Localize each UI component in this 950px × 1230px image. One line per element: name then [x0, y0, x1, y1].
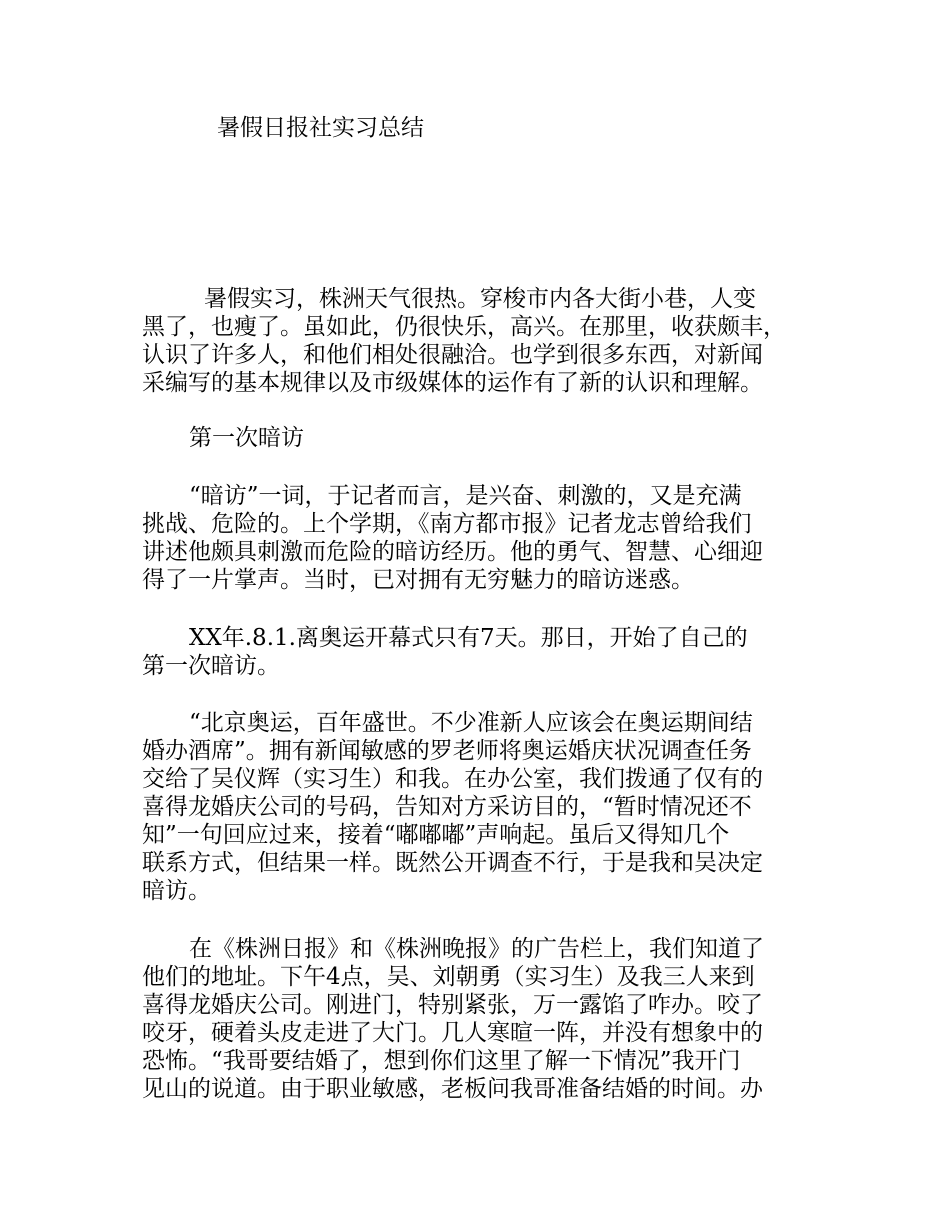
paragraph-line: “暗访”一词，于记者而言，是兴奋、刺激的，又是充满	[189, 483, 742, 509]
paragraph-line: 挑战、危险的。上个学期，《南方都市报》记者龙志曾给我们	[142, 511, 752, 537]
paragraph-line: 他们的地址。下午4点，吴、刘朝勇（实习生）及我三人来到	[142, 964, 755, 990]
paragraph-line: 喜得龙婚庆公司。刚进门，特别紧张，万一露馅了咋办。咬了	[142, 992, 763, 1018]
paragraph-intro	[142, 285, 822, 397]
paragraph-line: 在《株洲日报》和《株洲晚报》的广告栏上，我们知道了	[189, 936, 764, 962]
paragraph-line: 认识了许多人，和他们相处很融洽。也学到很多东西，对新闻	[142, 342, 763, 368]
paragraph-line: 咬牙，硬着头皮走进了大门。几人寒暄一阵，并没有想象中的	[142, 1020, 763, 1046]
document-title: 暑假日报社实习总结	[217, 115, 424, 141]
paragraph-line: 讲述他颇具刺激而危险的暗访经历。他的勇气、智慧、心细迎	[142, 539, 763, 565]
paragraph-line: 暑假实习，株洲天气很热。穿梭市内各大街小巷，人变	[204, 286, 756, 312]
paragraph-line: 得了一片掌声。当时，已对拥有无穷魅力的暗访迷惑。	[142, 567, 694, 593]
paragraph-line: 喜得龙婚庆公司的号码，告知对方采访目的，“暂时情况还不	[142, 794, 752, 820]
paragraph-visit	[142, 935, 822, 1103]
paragraph-date	[142, 624, 822, 680]
paragraph-line: 交给了吴仪辉（实习生）和我。在办公室，我们拨通了仅有的	[142, 766, 763, 792]
paragraph-line: 知”一句回应过来，接着“嘟嘟嘟”声响起。虽后又得知几个	[142, 822, 730, 848]
paragraph-line: XX年.8.1.离奥运开幕式只有7天。那日，开始了自己的	[189, 625, 748, 651]
paragraph-line: “北京奥运，百年盛世。不少准新人应该会在奥运期间结	[189, 710, 753, 736]
paragraph-line: 恐怖。“我哥要结婚了，想到你们这里了解一下情况”我开门	[142, 1048, 741, 1074]
paragraph-line: 联系方式，但结果一样。既然公开调查不行，于是我和吴决定	[142, 850, 763, 876]
paragraph-olympics	[142, 709, 822, 905]
paragraph-anfang	[142, 482, 822, 594]
section-heading	[142, 424, 822, 452]
section-heading-text: 第一次暗访	[189, 425, 304, 451]
paragraph-line: 见山的说道。由于职业敏感，老板问我哥准备结婚的时间。办	[142, 1076, 763, 1102]
paragraph-line: 第一次暗访。	[142, 653, 280, 679]
paragraph-line: 黑了，也瘦了。虽如此，仍很快乐，高兴。在那里，收获颇丰，	[142, 314, 786, 340]
paragraph-line: 暗访。	[142, 878, 211, 904]
paragraph-line: 婚办酒席”。拥有新闻敏感的罗老师将奥运婚庆状况调查任务	[142, 738, 752, 764]
paragraph-line: 采编写的基本规律以及市级媒体的运作有了新的认识和理解。	[142, 370, 763, 396]
